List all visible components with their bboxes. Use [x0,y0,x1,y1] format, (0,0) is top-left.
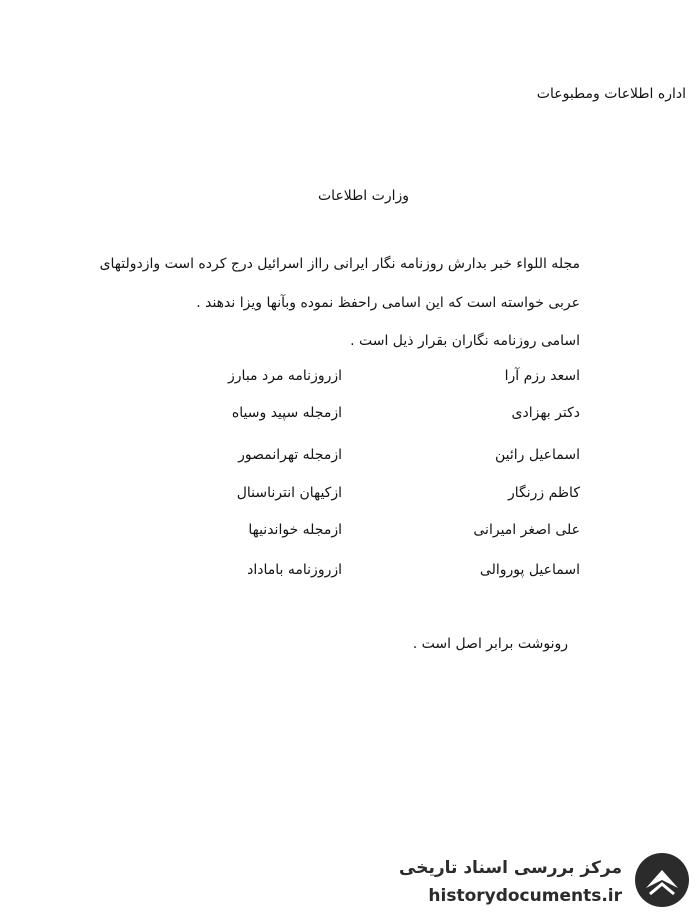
journalist-paper: ازروزنامه باماداد [247,562,342,578]
paragraph-line-2: عربی خواسته است که این اسامی راحفظ نموده وبآنها ویزا ندهند . [196,295,580,311]
recipient-line: وزارت اطلاعات [318,188,409,204]
copy-certification-note: رونوشت برابر اصل است . [412,636,568,652]
journalist-paper: ازروزنامه مرد مبارز [228,368,342,384]
journalist-paper: ازکیهان انترناسنال [236,485,342,501]
journalist-name: اسعد رزم آرا [504,368,580,384]
journalist-name: علی اصغر امیرانی [473,522,580,538]
journalist-paper: ازمجله سپید وسیاه [231,405,342,421]
paragraph-line-1: مجله اللواء خبر بدارش روزنامه نگار ایرانی رااز اسرائیل درج کرده است وازدولتهای [99,256,580,272]
watermark-url: historydocuments.ir [428,886,622,906]
book-logo-icon [632,850,692,910]
paragraph-line-3: اسامی روزنامه نگاران بقرار ذیل است . [350,333,580,349]
watermark-title: مرکز بررسی اسناد تاریخی [399,858,622,878]
journalist-name: اسماعیل رائین [494,447,580,463]
journalist-paper: ازمجله تهرانمصور [238,447,342,463]
journalist-paper: ازمجله خواندنیها [248,522,342,538]
watermark [400,846,700,914]
journalist-name: کاظم زرنگار [507,485,580,501]
journalist-name: دکتر بهزادی [511,405,580,421]
journalist-name: اسماعیل پوروالی [479,562,580,578]
department-heading: اداره اطلاعات ومطبوعات [536,86,686,102]
